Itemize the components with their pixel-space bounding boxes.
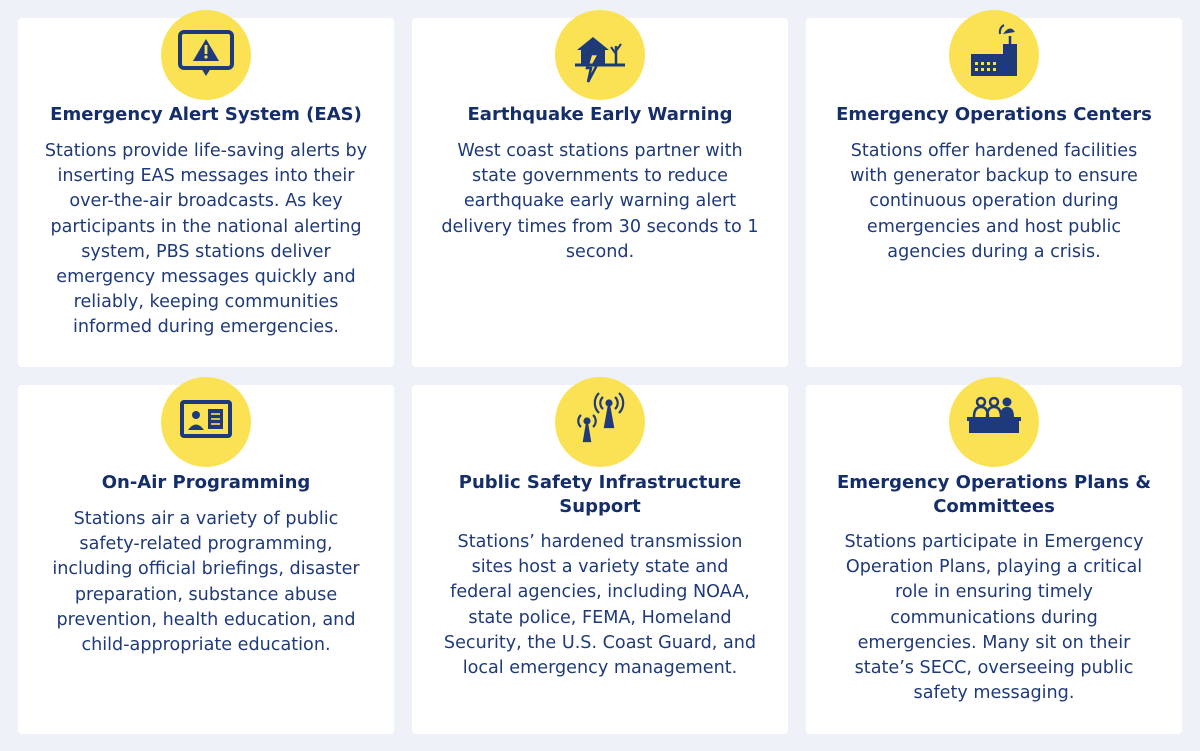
card-body: Stations’ hardened transmission sites host a variety state and federal agencies, including NOAA, state police, FEMA, Homeland Security, the U.S. Coast Guard, and local emergency management. [443, 532, 757, 679]
earthquake-house-icon [555, 10, 645, 100]
card-earthquake-early-warning [412, 18, 788, 367]
tv-broadcast-icon [161, 377, 251, 467]
card-body: Stations air a variety of public safety-related programming, including official briefings, disaster preparation, substance abuse prevention, health education, and child-appropriate education. [52, 509, 360, 656]
card-body: West coast stations partner with state governments to reduce earthquake early warning alert delivery times from 30 seconds to 1 second. [441, 141, 759, 262]
card-title: Earthquake Early Warning [467, 104, 733, 125]
card-body: Stations participate in Emergency Operation Plans, playing a critical role in ensuring timely communications during emergencies. Many sit on their state’s SECC, overseeing public safety messaging. [844, 532, 1144, 704]
card-title: Emergency Operations Plans & Committees [836, 472, 1152, 517]
card-title: Public Safety Infrastructure Support [458, 472, 742, 517]
card-on-air-programming [18, 385, 394, 734]
card-title: On-Air Programming [101, 472, 311, 493]
transmission-towers-icon [555, 377, 645, 467]
card-body: Stations provide life-saving alerts by inserting EAS messages into their over-the-air broadcasts. As key participants in the national alerting system, PBS stations deliver emergency messages quickly and reliably, keeping communities informed during emergencies. [44, 141, 368, 338]
card-emergency-operations-centers [806, 18, 1182, 367]
card-body: Stations offer hardened facilities with generator backup to ensure continuous operation during emergencies and host public agencies during a crisis. [850, 141, 1138, 262]
card-title: Emergency Operations Centers [836, 104, 1152, 125]
card-public-safety-infrastructure [412, 385, 788, 734]
alert-warning-icon [161, 10, 251, 100]
card-emergency-operations-plans [806, 385, 1182, 734]
card-emergency-alert-system [18, 18, 394, 367]
building-antenna-icon [949, 10, 1039, 100]
card-title: Emergency Alert System (EAS) [50, 104, 362, 125]
committee-people-icon [949, 377, 1039, 467]
